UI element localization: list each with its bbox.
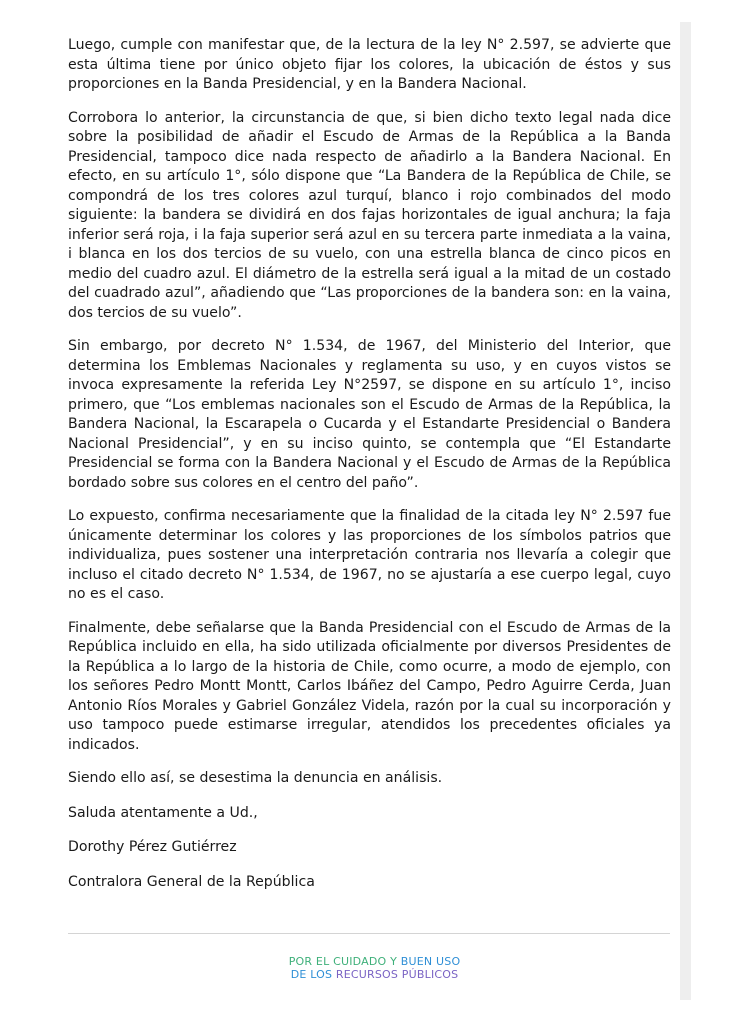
slogan-part-4: RECURSOS PÚBLICOS bbox=[335, 968, 459, 981]
slogan-line-2 bbox=[0, 968, 749, 981]
paragraph-2: Corrobora lo anterior, la circunstancia de que, si bien dicho texto legal nada dice sobre la posibilidad de añadir el Escudo de Armas de la República a la Banda Presidencial, tampoco dice nada respecto de añadirlo a la Bandera Nacional. En efecto, en su artículo 1°, sólo dispone que “La Bandera de la República de Chile, se compondrá de los tres colores azul turquí, blanco i rojo combinados del modo siguiente: la bandera se dividirá en dos fajas horizontales de igual anchura; la faja inferior será roja, i la faja superior será azul en su tercera parte inmediata a la vaina, i blanca en los dos tercios de su vuelo, con una estrella blanca de cinco picos en medio del cuadro azul. El diámetro de la estrella será igual a la mitad de un costado del cuadrado azul”, añadiendo que “Las proporciones de la bandera son: en la vaina, dos tercios de su vuelo”. bbox=[68, 109, 671, 321]
slogan-part-1: POR EL CUIDADO Y bbox=[288, 955, 398, 968]
footer-divider bbox=[68, 933, 670, 934]
signer-title: Contralora General de la República bbox=[68, 873, 315, 890]
slogan-part-3: DE LOS bbox=[290, 968, 333, 981]
paragraph-1: Luego, cumple con manifestar que, de la lectura de la ley N° 2.597, se advierte que esta última tiene por único objeto fijar los colores, la ubicación de éstos y sus proporciones en la Banda Presidencial, y en la Bandera Nacional. bbox=[68, 37, 671, 92]
page-edge-strip bbox=[680, 22, 691, 1000]
letter-body bbox=[68, 36, 671, 907]
closing-line: Saluda atentamente a Ud., bbox=[68, 804, 258, 821]
footer-slogan bbox=[0, 955, 749, 981]
paragraph-5: Finalmente, debe señalarse que la Banda Presidencial con el Escudo de Armas de la República incluido en ella, ha sido utilizada oficialmente por diversos Presidentes de la República a lo largo de la historia de Chile, como ocurre, a modo de ejemplo, con los señores Pedro Montt Montt, Carlos Ibáñez del Campo, Pedro Aguirre Cerda, Juan Antonio Ríos Morales y Gabriel González Videla, razón por la cual su incorporación y uso tampoco puede estimarse irregular, atendidos los precedentes oficiales ya indicados. bbox=[68, 619, 671, 753]
conclusion-line: Siendo ello así, se desestima la denuncia en análisis. bbox=[68, 770, 443, 786]
slogan-line-1 bbox=[0, 955, 749, 968]
slogan-part-2: BUEN USO bbox=[400, 955, 461, 968]
paragraph-3: Sin embargo, por decreto N° 1.534, de 1967, del Ministerio del Interior, que determina los Emblemas Nacionales y reglamenta su uso, y en cuyos vistos se invoca expresamente la referida Ley N°2597, se dispone en su artículo 1°, inciso primero, que “Los emblemas nacionales son el Escudo de Armas de la República, la Bandera Nacional, la Escarapela o Cucarda y el Estandarte Presidencial o Bandera Nacional Presidencial”, y en su inciso quinto, se contempla que “El Estandarte Presidencial se forma con la Bandera Nacional y el Escudo de Armas de la República bordado sobre sus colores en el centro del paño”. bbox=[68, 338, 671, 491]
signer-name: Dorothy Pérez Gutiérrez bbox=[68, 839, 237, 855]
paragraph-4: Lo expuesto, confirma necesariamente que la finalidad de la citada ley N° 2.597 fue únicamente determinar los colores y las proporciones de los símbolos patrios que individualiza, pues sostener una interpretación contraria nos llevaría a colegir que incluso el citado decreto N° 1.534, de 1967, no se ajustaría a ese cuerpo legal, cuyo no es el caso. bbox=[68, 508, 671, 602]
